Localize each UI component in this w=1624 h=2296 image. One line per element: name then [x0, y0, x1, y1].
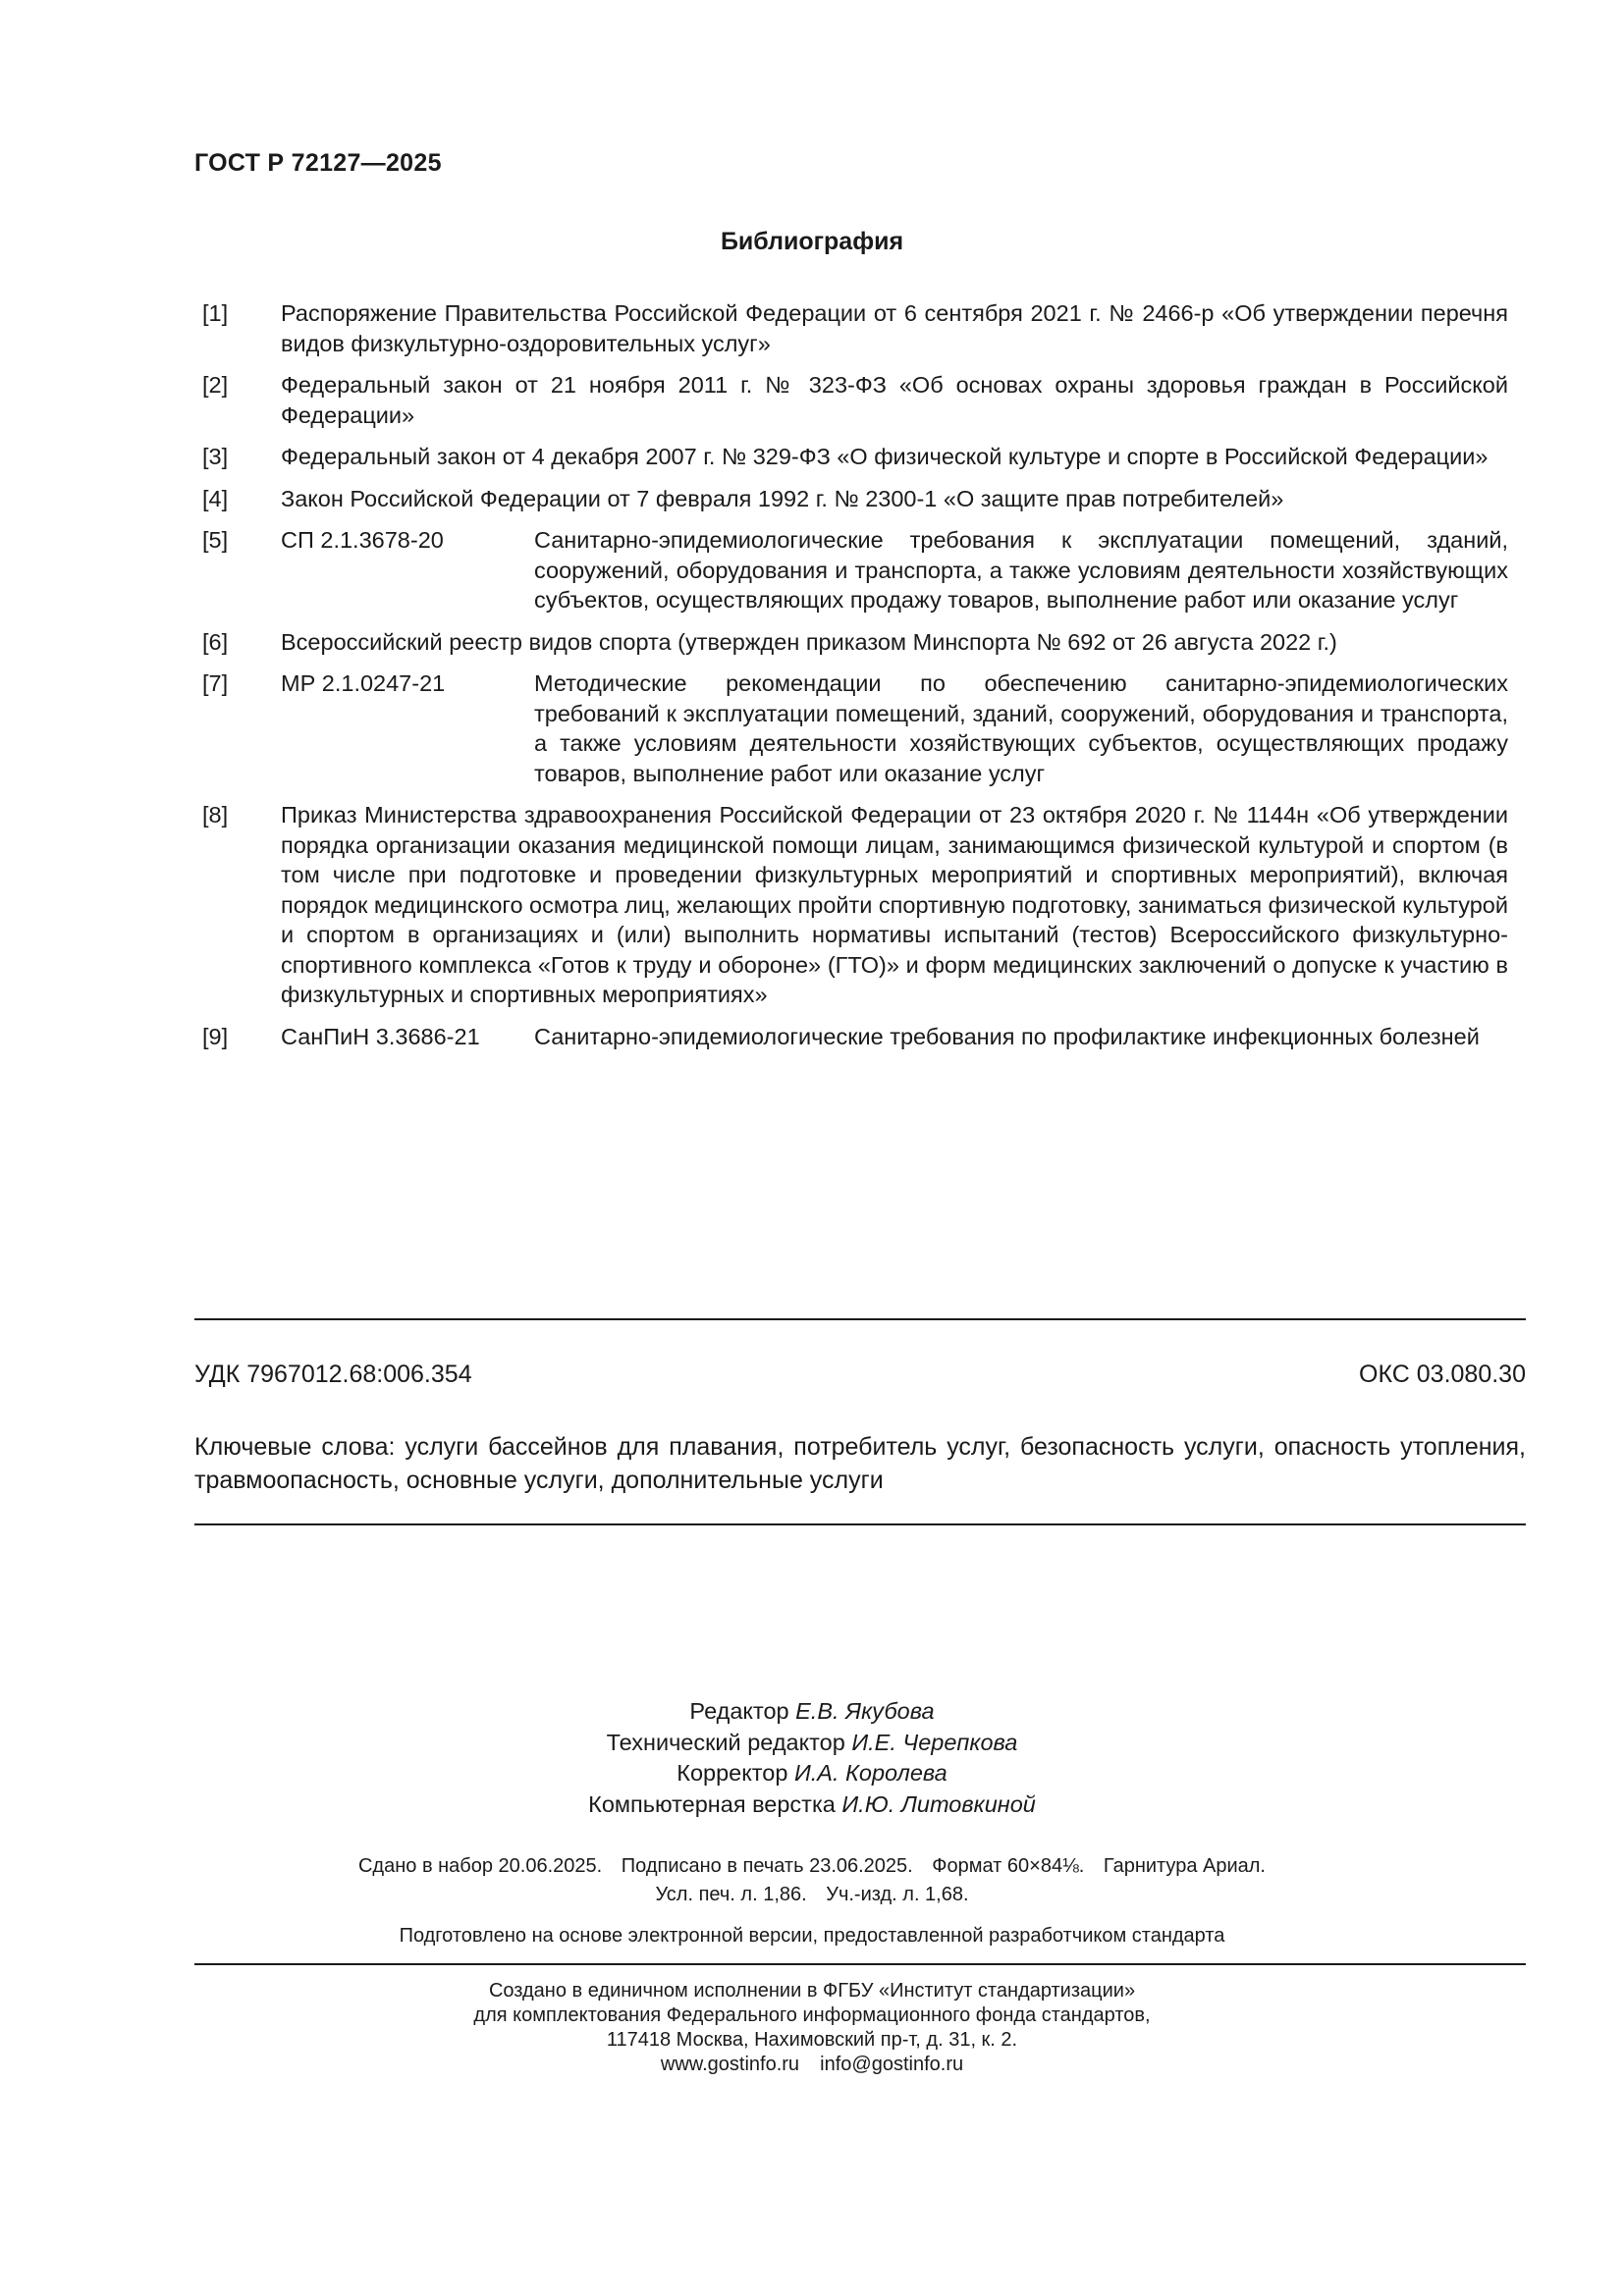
- bibliography-item: [202, 627, 1508, 658]
- imprint-block: [0, 1852, 1624, 1909]
- credit-role: Корректор: [677, 1760, 788, 1787]
- bibliography-item: [202, 668, 1508, 788]
- bibliography-item: [202, 525, 1508, 615]
- keywords: [194, 1430, 1526, 1497]
- imprint-typeface: Гарнитура Ариал.: [1103, 1855, 1266, 1877]
- bibliography-number: [3]: [202, 444, 229, 469]
- credit-line: [0, 1696, 1624, 1728]
- bibliography-number: [9]: [202, 1023, 229, 1049]
- credit-name: И.Е. Черепкова: [851, 1729, 1018, 1755]
- bibliography-code: СП 2.1.3678-20: [281, 527, 444, 553]
- bibliography-code: СанПиН 3.3686-21: [281, 1023, 480, 1049]
- bibliography-number: [1]: [202, 300, 229, 326]
- bibliography-number: [2]: [202, 372, 229, 398]
- credit-line: [0, 1728, 1624, 1759]
- credit-role: Редактор: [689, 1698, 789, 1724]
- bibliography-text: Методические рекомендации по обеспечению санитарно-эпидемиологических требований к эксплуатации помещений, зданий, сооружений, оборудования и транспорта, а также условиям деятельности хозяйствующих субъектов, осуществляющих продажу товаров, выполнение работ или оказание услуг: [534, 670, 1508, 786]
- divider-bottom: [194, 1523, 1526, 1525]
- bibliography-text: Санитарно-эпидемиологические требования к эксплуатации помещений, зданий, сооружений, оборудования и транспорта, а также условиям деятельности хозяйствующих субъектов, осуществляющих продажу товаров, выполнение работ или оказание услуг: [534, 527, 1508, 613]
- divider-footer: [194, 1963, 1526, 1965]
- bibliography-item: [202, 484, 1508, 514]
- imprint-line-1: [0, 1852, 1624, 1881]
- document-code: ГОСТ Р 72127—2025: [194, 149, 442, 177]
- publisher-footer: [0, 1979, 1624, 2077]
- credit-role: Компьютерная верстка: [588, 1791, 836, 1818]
- divider-top: [194, 1318, 1526, 1320]
- udk-code: УДК 7967012.68:006.354: [194, 1361, 472, 1388]
- bibliography-code: МР 2.1.0247-21: [281, 670, 446, 696]
- bibliography-item: [202, 298, 1508, 358]
- bibliography-text: Всероссийский реестр видов спорта (утвержден приказом Минспорта № 692 от 26 августа 2022 г.): [281, 628, 1337, 655]
- bibliography-text: Приказ Министерства здравоохранения Российской Федерации от 23 октября 2020 г. № 1144н «Об утверждении порядка организации оказания медицинской помощи лицам, занимающимся физической культурой и спортом (в том числе при подготовке и проведении физкультурных мероприятий и спортивных мероприятий), включая порядок медицинского осмотра лиц, желающих пройти спортивную подготовку, заниматься физической культурой и спортом в организациях и (или) выполнить нормативы испытаний (тестов) Всероссийского физкультурно-спортивного комплекса «Готов к труду и обороне» (ГТО)» и форм медицинских заключений о допуске к участию в физкультурных и спортивных мероприятиях»: [281, 802, 1508, 1007]
- bibliography-number: [4]: [202, 485, 229, 511]
- keywords-text: услуги бассейнов для плавания, потребитель услуг, безопасность услуги, опасность утопления, травмоопасность, основные услуги, дополнительные услуги: [194, 1433, 1526, 1494]
- credit-name: И.А. Королева: [793, 1760, 947, 1787]
- imprint-submitted: Сдано в набор 20.06.2025.: [357, 1855, 603, 1877]
- credit-role: Технический редактор: [606, 1729, 845, 1755]
- imprint-format: Формат 60×84⅛.: [932, 1855, 1085, 1877]
- bibliography-title: Библиография: [720, 228, 904, 255]
- bibliography-number: [7]: [202, 670, 229, 696]
- credit-line: [0, 1789, 1624, 1821]
- footer-line-2: для комплектования Федерального информационного фонда стандартов,: [473, 2004, 1151, 2026]
- imprint-signed: Подписано в печать 23.06.2025.: [621, 1855, 913, 1877]
- bibliography-list: [202, 298, 1508, 1063]
- footer-contacts: [0, 2053, 1624, 2077]
- credit-name: Е.В. Якубова: [795, 1698, 935, 1724]
- footer-line-3: 117418 Москва, Нахимовский пр-т, д. 31, к. 2.: [606, 2029, 1018, 2051]
- bibliography-text: Федеральный закон от 21 ноября 2011 г. № 323-ФЗ «Об основах охраны здоровья граждан в Российской Федерации»: [281, 372, 1508, 428]
- bibliography-text: Закон Российской Федерации от 7 февраля 1992 г. № 2300-1 «О защите прав потребителей»: [281, 485, 1284, 511]
- bibliography-item: [202, 800, 1508, 1010]
- imprint-pub-sheets: Уч.-изд. л. 1,68.: [826, 1884, 969, 1905]
- footer-line-1: Создано в единичном исполнении в ФГБУ «Институт стандартизации»: [488, 1980, 1136, 2002]
- classification-row: [194, 1361, 1526, 1389]
- bibliography-item: [202, 1022, 1508, 1052]
- bibliography-item: [202, 370, 1508, 430]
- credits-block: [0, 1696, 1624, 1821]
- prepared-note: Подготовлено на основе электронной версии, предоставленной разработчиком стандарта: [399, 1925, 1225, 1947]
- footer-email: info@gostinfo.ru: [820, 2054, 964, 2075]
- credit-line: [0, 1758, 1624, 1789]
- bibliography-item: [202, 442, 1508, 472]
- oks-code: ОКС 03.080.30: [1359, 1361, 1526, 1388]
- bibliography-text: Федеральный закон от 4 декабря 2007 г. № 329-ФЗ «О физической культуре и спорте в Российской Федерации»: [281, 444, 1489, 469]
- bibliography-text: Распоряжение Правительства Российской Федерации от 6 сентября 2021 г. № 2466-р «Об утверждении перечня видов физкультурно-оздоровительных услуг»: [281, 300, 1508, 356]
- bibliography-text: Санитарно-эпидемиологические требования по профилактике инфекционных болезней: [534, 1023, 1480, 1049]
- keywords-label: Ключевые слова:: [194, 1433, 396, 1461]
- imprint-print-sheets: Усл. печ. л. 1,86.: [655, 1884, 807, 1905]
- footer-website: www.gostinfo.ru: [660, 2054, 800, 2075]
- bibliography-number: [8]: [202, 802, 229, 828]
- imprint-line-2: [0, 1881, 1624, 1909]
- bibliography-number: [6]: [202, 628, 229, 655]
- bibliography-number: [5]: [202, 527, 229, 553]
- credit-name: И.Ю. Литовкиной: [841, 1791, 1036, 1818]
